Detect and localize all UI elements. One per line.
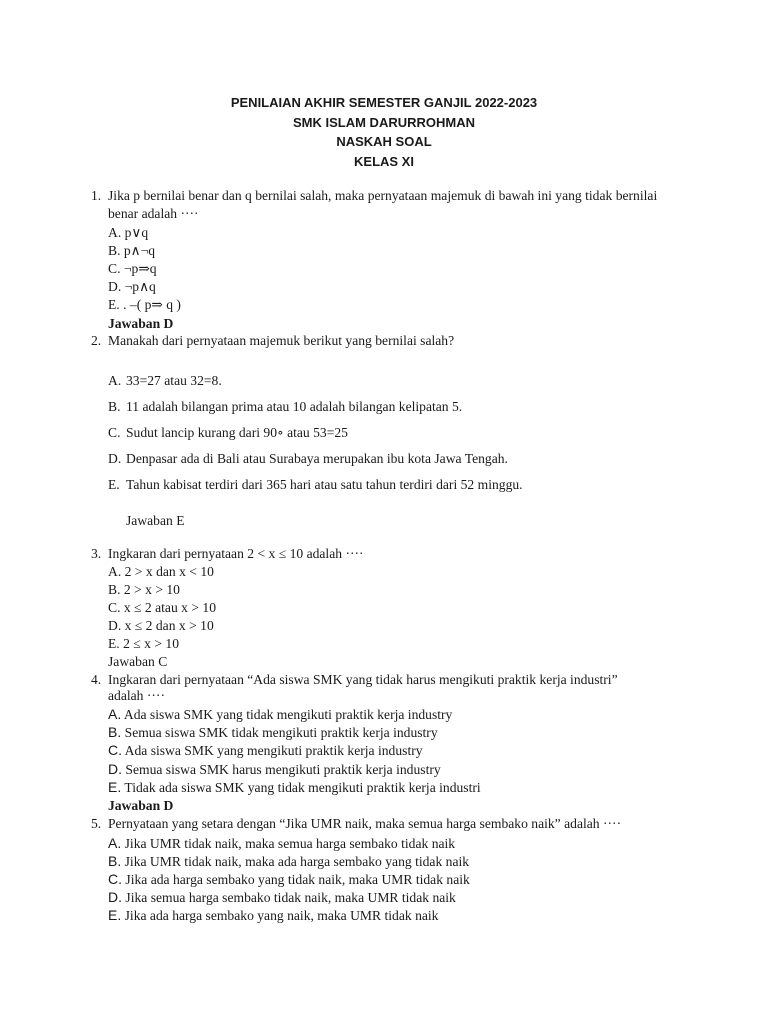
option-label: B. [108,724,122,740]
option-c [108,424,348,442]
option-label: A. [108,835,122,851]
option-a [108,834,455,853]
option-text: Semua siswa SMK harus mengikuti praktik kerja industry [125,762,441,777]
school-name: SMK ISLAM DARURROHMAN [293,114,475,130]
option-text: Ada siswa SMK yang mengikuti praktik kerja industry [124,743,423,758]
answer-key: Jawaban D [108,316,174,331]
question-text: Ingkaran dari pernyataan “Ada siswa SMK yang tidak harus mengikuti praktik kerja industri” [108,672,618,687]
option-b [108,852,469,871]
option-text: Jika UMR tidak naik, maka ada harga sembako yang tidak naik [124,854,470,869]
option-c [108,870,470,889]
option-label: E. [108,477,120,492]
option-a [108,372,222,390]
question-number: 2. [91,333,102,348]
option-c: C. ¬p⇒q [108,261,157,276]
option-label: A. [108,373,122,388]
question-text: Ingkaran dari pernyataan 2 < x ≤ 10 adalah ···· [108,546,364,561]
option-label: C. [108,871,122,887]
option-text: Jika semua harga sembako tidak naik, maka UMR tidak naik [125,890,456,905]
option-label: D. [108,451,122,466]
option-label: C. [108,742,122,758]
option-text: Tahun kabisat terdiri dari 365 hari atau satu tahun terdiri dari 52 minggu. [126,477,523,492]
option-text: Ada siswa SMK yang tidak mengikuti praktik kerja industry [123,707,453,722]
option-e: E. . –( p⇒ q ) [108,297,181,312]
option-label: B. [108,853,122,869]
question-text: benar adalah ···· [108,206,199,221]
option-text: Sudut lancip kurang dari 90∘ atau 53=25 [126,425,348,440]
option-text: Semua siswa SMK tidak mengikuti praktik kerja industry [124,725,438,740]
option-label: E. [108,907,122,923]
option-label: E. [108,779,122,795]
option-d [108,888,456,907]
option-e [108,906,438,925]
option-d [108,760,441,779]
option-text: 11 adalah bilangan prima atau 10 adalah bilangan kelipatan 5. [126,399,463,414]
option-d [108,450,508,468]
option-a: A. 2 > x dan x < 10 [108,564,214,579]
option-a: A. p∨q [108,225,149,240]
question-number: 3. [91,546,102,561]
option-d: D. x ≤ 2 dan x > 10 [108,618,214,633]
class-level: KELAS XI [354,153,414,169]
option-e [108,476,523,494]
document-header [0,93,768,171]
option-label: C. [108,425,121,440]
option-d: D. ¬p∧q [108,279,156,294]
option-a [108,705,452,724]
question-text: adalah ···· [108,688,165,703]
question-text: Pernyataan yang setara dengan “Jika UMR naik, maka semua harga sembako naik” adalah ···· [108,816,622,831]
option-b: B. p∧¬q [108,243,156,258]
option-b [108,723,438,742]
option-text: Denpasar ada di Bali atau Surabaya merupakan ibu kota Jawa Tengah. [126,451,508,466]
option-text: Jika ada harga sembako yang tidak naik, maka UMR tidak naik [125,872,470,887]
question-number: 4. [91,672,102,687]
option-label: D. [108,889,122,905]
option-label: D. [108,761,122,777]
option-label: B. [108,399,121,414]
option-e [108,778,481,797]
question-number: 1. [91,188,102,203]
option-text: Jika ada harga sembako yang naik, maka UMR tidak naik [124,908,439,923]
answer-key: Jawaban C [108,654,168,669]
option-c [108,741,423,760]
option-b: B. 2 > x > 10 [108,582,180,597]
option-text: Tidak ada siswa SMK yang tidak mengikuti praktik kerja industri [124,780,481,795]
option-label: A. [108,706,122,722]
option-b [108,398,463,416]
option-c: C. x ≤ 2 atau x > 10 [108,600,217,615]
answer-key: Jawaban D [108,798,174,813]
option-e: E. 2 ≤ x > 10 [108,636,180,651]
exam-title: PENILAIAN AKHIR SEMESTER GANJIL 2022-2023 [230,95,538,110]
answer-key: Jawaban E [126,513,185,528]
question-text: Jika p bernilai benar dan q bernilai salah, maka pernyataan majemuk di bawah ini yang tidak bernilai [108,188,658,203]
option-text: 33=27 atau 32=8. [126,373,222,388]
question-text: Manakah dari pernyataan majemuk berikut yang bernilai salah? [108,333,455,348]
question-number: 5. [91,816,102,831]
option-text: Jika UMR tidak naik, maka semua harga sembako tidak naik [124,836,456,851]
document-type: NASKAH SOAL [336,134,432,150]
